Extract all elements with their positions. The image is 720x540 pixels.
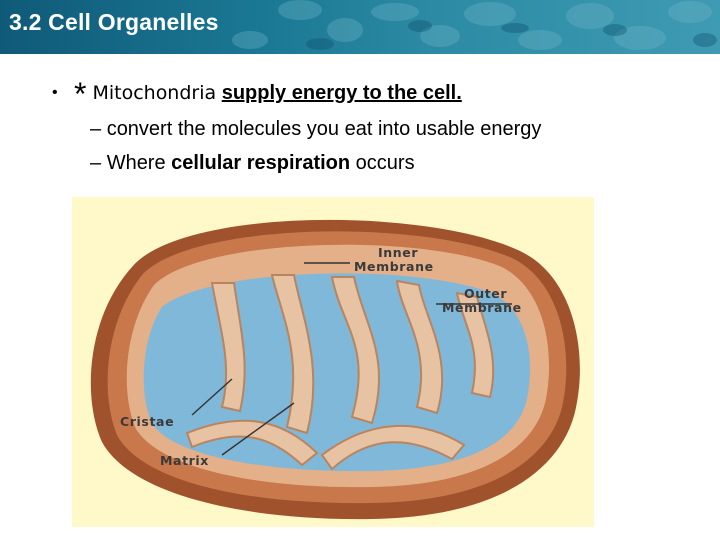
label-matrix: Matrix [160,453,209,468]
subpoint-bold: cellular respiration [171,152,351,174]
main-bullet [52,76,462,113]
bullet-term: Mitochondria [92,82,217,104]
label-outer-membrane-2: Membrane [442,300,522,315]
label-inner-membrane-2: Membrane [354,259,434,274]
subpoint-respiration [90,152,415,175]
label-cristae: Cristae [120,414,175,429]
subpoint-convert [90,118,541,141]
bullet-emphasis: supply energy to the cell. [221,82,462,104]
sub-dash: – [90,152,102,174]
title-banner [0,0,720,54]
page-title: 3.2 Cell Organelles [9,9,219,35]
label-outer-membrane-1: Outer [464,286,508,301]
bullet-star: * [74,76,87,112]
label-inner-membrane-1: Inner [378,245,419,260]
bullet-dot: • [52,84,58,101]
mitochondrion-diagram [72,197,594,527]
subpoint-prefix: Where [106,152,172,174]
sub-dash: – [90,118,102,140]
subpoint-suffix: occurs [350,152,415,174]
subpoint-text: convert the molecules you eat into usable energy [106,118,542,140]
